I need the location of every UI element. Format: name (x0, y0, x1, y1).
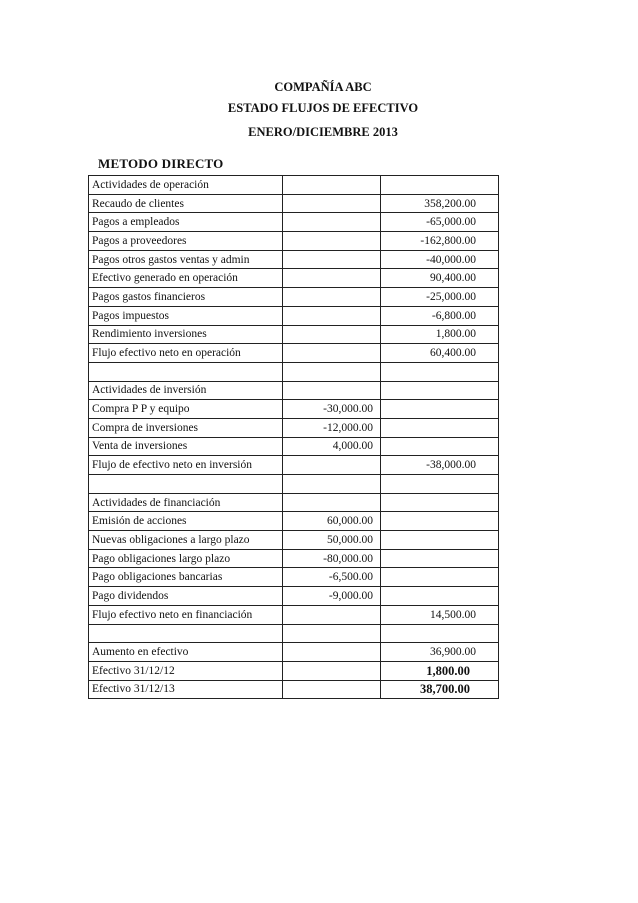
table-row (89, 400, 499, 419)
row-total-amount: -40,000.00 (381, 250, 499, 269)
row-detail-amount (283, 344, 381, 363)
row-detail-amount (283, 269, 381, 288)
row-total-amount: 358,200.00 (381, 194, 499, 213)
row-label: Flujo efectivo neto en operación (89, 344, 283, 363)
row-label (89, 475, 283, 494)
row-label: Compra P P y equipo (89, 400, 283, 419)
row-detail-amount: -30,000.00 (283, 400, 381, 419)
row-label: Venta de inversiones (89, 437, 283, 456)
row-detail-amount (283, 250, 381, 269)
row-total-amount: 1,800.00 (381, 661, 499, 680)
table-row (89, 306, 499, 325)
table-row (89, 269, 499, 288)
row-total-amount: 1,800.00 (381, 325, 499, 344)
cash-flow-table-body (89, 176, 499, 699)
row-detail-amount (283, 176, 381, 195)
table-row (89, 344, 499, 363)
row-detail-amount (283, 288, 381, 307)
row-label: Flujo efectivo neto en financiación (89, 605, 283, 624)
row-label: Actividades de financiación (89, 493, 283, 512)
row-label: Efectivo 31/12/12 (89, 661, 283, 680)
row-label: Pago obligaciones largo plazo (89, 549, 283, 568)
row-detail-amount: -12,000.00 (283, 418, 381, 437)
row-total-amount: 38,700.00 (381, 680, 499, 699)
table-row (89, 456, 499, 475)
section-heading: METODO DIRECTO (98, 156, 224, 171)
row-detail-amount (283, 475, 381, 494)
row-label (89, 624, 283, 643)
row-total-amount: -25,000.00 (381, 288, 499, 307)
row-detail-amount: 60,000.00 (283, 512, 381, 531)
row-total-amount: 60,400.00 (381, 344, 499, 363)
row-detail-amount: 50,000.00 (283, 531, 381, 550)
row-label: Pagos gastos financieros (89, 288, 283, 307)
row-total-amount (381, 512, 499, 531)
row-total-amount: -6,800.00 (381, 306, 499, 325)
row-label: Flujo de efectivo neto en inversión (89, 456, 283, 475)
row-label: Emisión de acciones (89, 512, 283, 531)
row-total-amount (381, 362, 499, 381)
row-label: Rendimiento inversiones (89, 325, 283, 344)
row-label: Efectivo generado en operación (89, 269, 283, 288)
table-row (89, 288, 499, 307)
row-label: Efectivo 31/12/13 (89, 680, 283, 699)
row-total-amount: -162,800.00 (381, 232, 499, 251)
row-total-amount (381, 549, 499, 568)
table-row (89, 213, 499, 232)
table-row (89, 493, 499, 512)
row-detail-amount: 4,000.00 (283, 437, 381, 456)
table-row (89, 587, 499, 606)
table-row (89, 680, 499, 699)
row-label: Recaudo de clientes (89, 194, 283, 213)
row-detail-amount (283, 680, 381, 699)
row-total-amount (381, 437, 499, 456)
table-row (89, 381, 499, 400)
row-label: Pago dividendos (89, 587, 283, 606)
table-row (89, 475, 499, 494)
row-total-amount (381, 418, 499, 437)
table-row (89, 418, 499, 437)
company-name: COMPAÑÍA ABC (274, 80, 372, 94)
row-detail-amount: -9,000.00 (283, 587, 381, 606)
row-total-amount (381, 400, 499, 419)
table-row (89, 643, 499, 662)
row-label (89, 362, 283, 381)
row-total-amount (381, 568, 499, 587)
row-total-amount: -38,000.00 (381, 456, 499, 475)
row-total-amount: 90,400.00 (381, 269, 499, 288)
row-detail-amount (283, 362, 381, 381)
row-detail-amount (283, 605, 381, 624)
row-detail-amount (283, 624, 381, 643)
row-detail-amount (283, 306, 381, 325)
row-label: Pagos otros gastos ventas y admin (89, 250, 283, 269)
row-total-amount: 14,500.00 (381, 605, 499, 624)
row-detail-amount (283, 661, 381, 680)
row-total-amount (381, 475, 499, 494)
row-label: Actividades de operación (89, 176, 283, 195)
row-label: Actividades de inversión (89, 381, 283, 400)
table-row (89, 176, 499, 195)
row-total-amount (381, 493, 499, 512)
table-row (89, 531, 499, 550)
row-total-amount (381, 624, 499, 643)
table-row (89, 250, 499, 269)
statement-title: ESTADO FLUJOS DE EFECTIVO (227, 101, 419, 115)
row-detail-amount: -6,500.00 (283, 568, 381, 587)
table-row (89, 194, 499, 213)
row-detail-amount (283, 643, 381, 662)
table-row (89, 512, 499, 531)
table-row (89, 605, 499, 624)
table-row (89, 362, 499, 381)
table-row (89, 624, 499, 643)
row-detail-amount (283, 456, 381, 475)
row-label: Nuevas obligaciones a largo plazo (89, 531, 283, 550)
row-label: Pagos a proveedores (89, 232, 283, 251)
row-detail-amount (283, 213, 381, 232)
statement-period: ENERO/DICIEMBRE 2013 (248, 125, 398, 139)
row-detail-amount (283, 194, 381, 213)
table-row (89, 437, 499, 456)
table-row (89, 549, 499, 568)
row-total-amount: -65,000.00 (381, 213, 499, 232)
row-total-amount (381, 587, 499, 606)
cash-flow-table (88, 175, 499, 699)
row-total-amount: 36,900.00 (381, 643, 499, 662)
table-row (89, 661, 499, 680)
row-label: Compra de inversiones (89, 418, 283, 437)
row-detail-amount (283, 232, 381, 251)
table-row (89, 568, 499, 587)
row-label: Aumento en efectivo (89, 643, 283, 662)
row-total-amount (381, 176, 499, 195)
table-row (89, 325, 499, 344)
row-detail-amount (283, 381, 381, 400)
row-total-amount (381, 531, 499, 550)
row-label: Pagos impuestos (89, 306, 283, 325)
row-detail-amount: -80,000.00 (283, 549, 381, 568)
row-label: Pagos a empleados (89, 213, 283, 232)
row-label: Pago obligaciones bancarias (89, 568, 283, 587)
row-total-amount (381, 381, 499, 400)
row-detail-amount (283, 325, 381, 344)
table-row (89, 232, 499, 251)
row-detail-amount (283, 493, 381, 512)
